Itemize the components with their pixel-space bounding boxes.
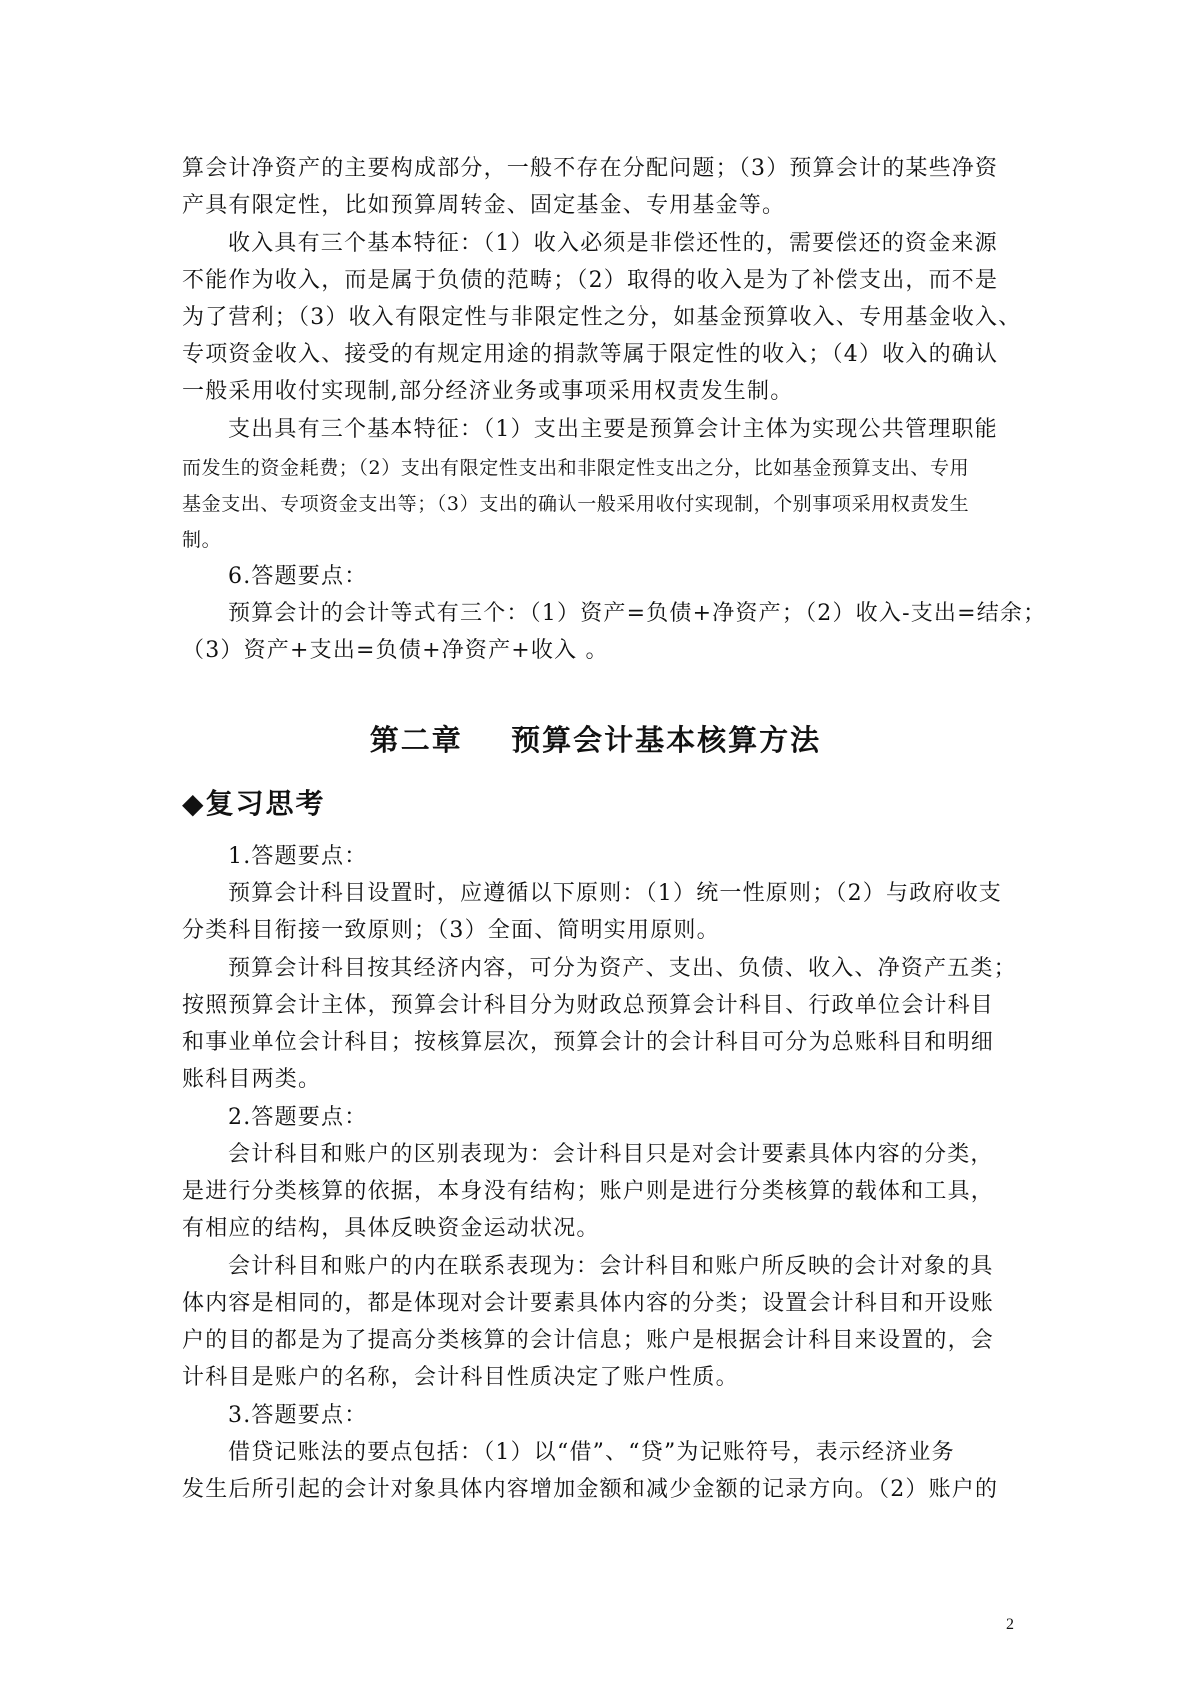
text-line: 会计科目和账户的内在联系表现为：会计科目和账户所反映的会计对象的具 [228, 1254, 994, 1279]
chapter-title: 第二章 预算会计基本核算方法 [369, 723, 822, 757]
text-line: 预算会计科目设置时，应遵循以下原则：（1）统一性原则；（2）与政府收支 [228, 881, 1002, 906]
text-line: 有相应的结构，具体反映资金运动状况。 [182, 1216, 600, 1241]
text-line: 支出具有三个基本特征：（1）支出主要是预算会计主体为实现公共管理职能 [228, 417, 998, 442]
text-line: 借贷记账法的要点包括：（1）以“借”、“贷”为记账符号，表示经济业务 [228, 1440, 955, 1465]
text-line: 基金支出、专项资金支出等；（3）支出的确认一般采用收付实现制，个别事项采用权责发生 [182, 493, 970, 515]
text-line: 户的目的都是为了提高分类核算的会计信息；账户是根据会计科目来设置的，会 [182, 1328, 995, 1353]
text-line: 收入具有三个基本特征：（1）收入必须是非偿还性的，需要偿还的资金来源 [228, 231, 998, 256]
text-line: 是进行分类核算的依据，本身没有结构；账户则是进行分类核算的载体和工具， [182, 1179, 995, 1204]
text-line: （3）资产+支出=负债+净资产+收入 。 [182, 638, 609, 663]
text-line: 不能作为收入，而是属于负债的范畴；（2）取得的收入是为了补偿支出，而不是 [182, 268, 999, 293]
text-line: 6.答题要点： [228, 564, 368, 589]
text-line: 计科目是账户的名称，会计科目性质决定了账户性质。 [182, 1365, 739, 1390]
text-line: 为了营利；（3）收入有限定性与非限定性之分，如基金预算收入、专用基金收入、 [182, 305, 1022, 330]
text-line: 体内容是相同的，都是体现对会计要素具体内容的分类；设置会计科目和开设账 [182, 1291, 995, 1316]
text-line: 2.答题要点： [228, 1105, 368, 1130]
text-line: 制。 [182, 529, 222, 551]
text-line: 1.答题要点： [228, 844, 368, 869]
text-line: 3.答题要点： [228, 1403, 368, 1428]
text-line: 专项资金收入、接受的有规定用途的捐款等属于限定性的收入；（4）收入的确认 [182, 342, 999, 367]
page-number: 2 [1006, 1616, 1014, 1633]
text-line: 分类科目衔接一致原则；（3）全面、简明实用原则。 [182, 918, 720, 943]
text-line: 发生后所引起的会计对象具体内容增加金额和减少金额的记录方向。（2）账户的 [182, 1477, 999, 1502]
text-line: 会计科目和账户的区别表现为：会计科目只是对会计要素具体内容的分类， [228, 1142, 994, 1167]
text-line: 和事业单位会计科目；按核算层次，预算会计的会计科目可分为总账科目和明细 [182, 1030, 995, 1055]
section-heading: ◆复习思考 [182, 787, 326, 820]
text-line: 预算会计的会计等式有三个：（1）资产=负债+净资产；（2）收入-支出=结余； [228, 601, 1047, 626]
text-line: 而发生的资金耗费；（2）支出有限定性支出和非限定性支出之分，比如基金预算支出、专用 [182, 457, 970, 479]
text-line: 一般采用收付实现制,部分经济业务或事项采用权责发生制。 [182, 379, 794, 404]
text-line: 账科目两类。 [182, 1067, 322, 1092]
text-line: 算会计净资产的主要构成部分，一般不存在分配问题；（3）预算会计的某些净资 [182, 156, 999, 181]
text-line: 产具有限定性，比如预算周转金、固定基金、专用基金等。 [182, 193, 786, 218]
text-line: 预算会计科目按其经济内容，可分为资产、支出、负债、收入、净资产五类； [228, 956, 1017, 981]
text-line: 按照预算会计主体，预算会计科目分为财政总预算会计科目、行政单位会计科目 [182, 993, 995, 1018]
